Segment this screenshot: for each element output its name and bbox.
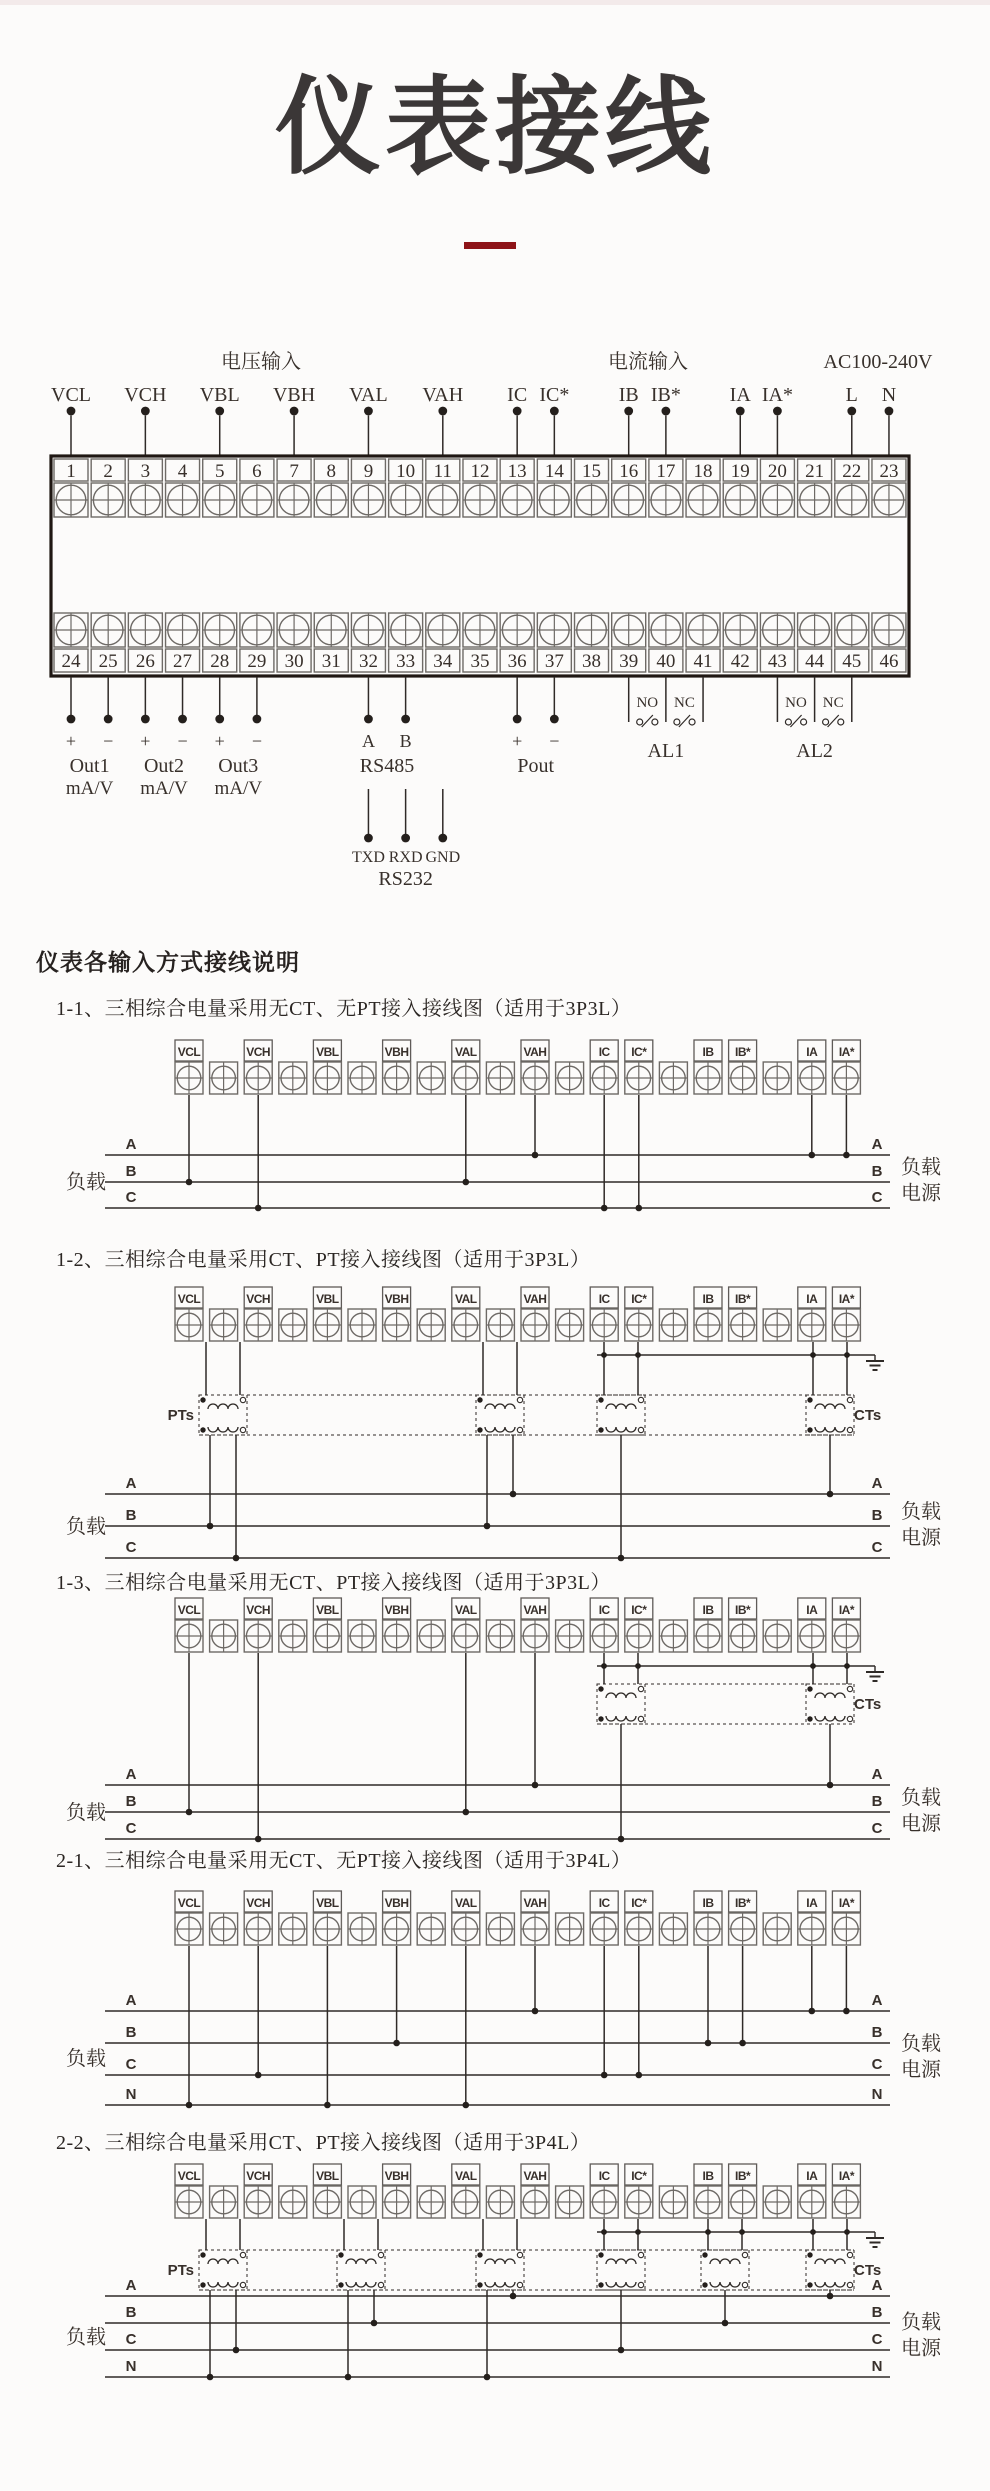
svg-text:负载: 负载 — [901, 2311, 941, 2334]
svg-text:IB: IB — [702, 2169, 714, 2183]
svg-text:VCL: VCL — [177, 2169, 201, 2183]
svg-text:VCL: VCL — [177, 1896, 201, 1910]
svg-text:A: A — [871, 2277, 883, 2294]
svg-text:VAL: VAL — [349, 384, 388, 406]
svg-text:42: 42 — [730, 651, 750, 672]
svg-text:6: 6 — [252, 461, 262, 482]
svg-text:A: A — [871, 1766, 883, 1783]
terminal-block-figure — [51, 350, 933, 890]
svg-text:VAL: VAL — [454, 1292, 477, 1306]
svg-text:5: 5 — [214, 461, 225, 482]
svg-text:B: B — [871, 1507, 883, 1524]
svg-text:负载: 负载 — [901, 1156, 941, 1179]
svg-text:−: − — [103, 731, 114, 751]
svg-text:IA: IA — [806, 1045, 818, 1059]
svg-text:B: B — [871, 1793, 883, 1810]
svg-text:VBH: VBH — [384, 1045, 409, 1059]
svg-text:电源: 电源 — [901, 1527, 941, 1549]
svg-text:VBH: VBH — [384, 1896, 409, 1910]
svg-text:−: − — [549, 731, 560, 751]
svg-text:25: 25 — [98, 651, 118, 672]
svg-text:+: + — [214, 731, 225, 751]
svg-text:35: 35 — [470, 651, 490, 672]
svg-text:23: 23 — [879, 461, 899, 482]
svg-text:B: B — [125, 2304, 137, 2321]
svg-text:VAH: VAH — [523, 2169, 547, 2183]
svg-text:VCH: VCH — [246, 1292, 271, 1306]
svg-text:AC100-240V: AC100-240V — [823, 351, 933, 373]
svg-text:IB*: IB* — [735, 2169, 751, 2183]
svg-text:VCL: VCL — [177, 1603, 201, 1617]
svg-text:IA*: IA* — [838, 2169, 854, 2183]
wiring-diagram-1-3 — [66, 1598, 942, 1842]
svg-text:IA*: IA* — [838, 1045, 854, 1059]
svg-text:A: A — [125, 1136, 137, 1153]
svg-text:+: + — [65, 731, 77, 751]
svg-text:Pout: Pout — [517, 755, 555, 777]
svg-text:IB: IB — [702, 1292, 714, 1306]
svg-text:NO: NO — [636, 695, 659, 711]
svg-text:A: A — [125, 2277, 137, 2294]
svg-text:12: 12 — [470, 461, 490, 482]
svg-text:PTs: PTs — [167, 2262, 194, 2279]
svg-text:38: 38 — [582, 651, 602, 672]
diagram-title-2-1: 2-1、三相综合电量采用无CT、无PT接入接线图（适用于3P4L） — [56, 1850, 632, 1872]
svg-text:VBL: VBL — [316, 1603, 339, 1617]
svg-text:C: C — [125, 1189, 137, 1206]
svg-text:IA: IA — [806, 2169, 818, 2183]
svg-text:RS485: RS485 — [359, 755, 415, 777]
svg-text:IB*: IB* — [735, 1896, 751, 1910]
svg-text:44: 44 — [805, 651, 825, 672]
svg-text:mA/V: mA/V — [65, 778, 114, 799]
svg-text:26: 26 — [135, 651, 155, 672]
svg-text:27: 27 — [173, 651, 193, 672]
svg-text:C: C — [125, 1820, 137, 1837]
svg-text:18: 18 — [693, 461, 713, 482]
svg-text:VBL: VBL — [316, 1045, 339, 1059]
svg-text:45: 45 — [842, 651, 862, 672]
svg-text:NC: NC — [822, 695, 844, 711]
svg-text:1: 1 — [66, 461, 76, 482]
svg-text:VBH: VBH — [272, 384, 316, 406]
svg-text:IA: IA — [806, 1896, 818, 1910]
svg-text:VAH: VAH — [523, 1292, 547, 1306]
svg-text:17: 17 — [656, 461, 676, 482]
svg-text:VCL: VCL — [177, 1045, 201, 1059]
diagram-title-2-2: 2-2、三相综合电量采用CT、PT接入接线图（适用于3P4L） — [56, 2132, 591, 2154]
svg-text:RXD: RXD — [388, 849, 423, 866]
svg-text:+: + — [512, 731, 523, 751]
svg-text:mA/V: mA/V — [140, 778, 188, 799]
svg-text:A: A — [361, 731, 375, 751]
svg-text:电流输入: 电流输入 — [608, 351, 688, 373]
wiring-diagram-1-2 — [66, 1287, 942, 1561]
svg-text:电源: 电源 — [901, 1182, 941, 1205]
svg-text:VAL: VAL — [454, 2169, 477, 2183]
svg-text:C: C — [125, 2056, 137, 2073]
svg-text:IC: IC — [598, 1603, 610, 1617]
svg-text:VBH: VBH — [384, 1292, 409, 1306]
svg-text:34: 34 — [433, 651, 453, 672]
svg-text:C: C — [125, 2331, 137, 2348]
svg-text:VCH: VCH — [246, 1603, 271, 1617]
svg-text:VCH: VCH — [246, 1896, 271, 1910]
svg-text:Out2: Out2 — [143, 755, 184, 777]
svg-text:39: 39 — [619, 651, 639, 672]
svg-text:B: B — [871, 2024, 883, 2041]
svg-text:B: B — [399, 731, 412, 751]
svg-text:C: C — [871, 2331, 883, 2348]
svg-text:GND: GND — [425, 849, 461, 866]
svg-text:负载: 负载 — [66, 1171, 106, 1194]
svg-text:VCH: VCH — [246, 2169, 271, 2183]
svg-text:VCH: VCH — [246, 1045, 271, 1059]
svg-text:电源: 电源 — [901, 2337, 941, 2360]
svg-text:24: 24 — [61, 651, 81, 672]
svg-text:PTs: PTs — [167, 1407, 194, 1424]
svg-text:11: 11 — [433, 461, 452, 482]
svg-text:N: N — [871, 2086, 883, 2103]
svg-text:4: 4 — [177, 461, 188, 482]
wiring-diagram-1-1 — [66, 1040, 942, 1211]
svg-text:C: C — [125, 1539, 137, 1556]
section-heading: 仪表各输入方式接线说明 — [36, 949, 300, 975]
svg-text:−: − — [177, 731, 188, 751]
svg-text:VCH: VCH — [124, 384, 167, 406]
svg-text:负载: 负载 — [66, 2048, 106, 2070]
svg-text:2: 2 — [103, 461, 113, 482]
wiring-diagram-2-1 — [66, 1891, 942, 2108]
svg-text:IC*: IC* — [631, 1896, 647, 1910]
svg-text:8: 8 — [326, 461, 337, 482]
page-title: 仪表接线 — [275, 69, 715, 187]
svg-text:+: + — [140, 731, 151, 751]
svg-text:N: N — [125, 2358, 137, 2375]
svg-text:IA*: IA* — [838, 1603, 854, 1617]
svg-text:31: 31 — [321, 651, 341, 672]
svg-text:VCL: VCL — [51, 384, 91, 406]
svg-text:A: A — [125, 1992, 137, 2009]
svg-text:IC*: IC* — [631, 2169, 647, 2183]
svg-text:C: C — [871, 1820, 883, 1837]
svg-text:VBL: VBL — [316, 1896, 339, 1910]
svg-text:14: 14 — [544, 461, 564, 482]
svg-text:IB*: IB* — [735, 1045, 751, 1059]
wiring-diagram-2-2 — [66, 2164, 942, 2380]
svg-text:VAH: VAH — [523, 1603, 547, 1617]
svg-text:41: 41 — [693, 651, 713, 672]
svg-text:33: 33 — [396, 651, 416, 672]
svg-text:负载: 负载 — [66, 1802, 106, 1824]
svg-text:负载: 负载 — [66, 1516, 106, 1538]
svg-text:15: 15 — [582, 461, 602, 482]
svg-text:VAH: VAH — [422, 384, 464, 406]
diagram-title-1-3: 1-3、三相综合电量采用无CT、PT接入接线图（适用于3P3L） — [56, 1572, 611, 1594]
svg-text:B: B — [125, 1793, 137, 1810]
svg-text:IB: IB — [702, 1045, 714, 1059]
svg-text:C: C — [871, 2056, 883, 2073]
svg-text:28: 28 — [210, 651, 230, 672]
svg-text:Out1: Out1 — [69, 755, 110, 777]
svg-text:NC: NC — [674, 695, 695, 711]
svg-text:VAH: VAH — [523, 1896, 547, 1910]
svg-text:B: B — [871, 1163, 883, 1180]
svg-text:22: 22 — [842, 461, 862, 482]
svg-text:A: A — [871, 1136, 883, 1153]
svg-text:IC: IC — [598, 1045, 610, 1059]
svg-text:N: N — [125, 2086, 137, 2103]
svg-text:20: 20 — [767, 461, 787, 482]
svg-text:IB*: IB* — [735, 1292, 751, 1306]
svg-text:AL2: AL2 — [796, 740, 833, 762]
svg-text:9: 9 — [363, 461, 374, 482]
svg-text:电源: 电源 — [901, 1813, 941, 1835]
svg-text:19: 19 — [730, 461, 750, 482]
svg-text:43: 43 — [767, 651, 787, 672]
svg-text:13: 13 — [507, 461, 527, 482]
svg-text:29: 29 — [247, 651, 267, 672]
svg-text:−: − — [251, 731, 262, 751]
svg-text:N: N — [871, 2358, 883, 2375]
svg-text:VBL: VBL — [199, 384, 240, 406]
svg-text:A: A — [125, 1766, 137, 1783]
svg-text:VAH: VAH — [523, 1045, 547, 1059]
svg-text:IC*: IC* — [631, 1045, 647, 1059]
svg-text:IA: IA — [806, 1292, 818, 1306]
svg-text:VBL: VBL — [316, 1292, 339, 1306]
svg-text:IC*: IC* — [631, 1292, 647, 1306]
svg-text:电压输入: 电压输入 — [221, 351, 301, 373]
svg-text:IC: IC — [598, 1292, 610, 1306]
svg-text:IC: IC — [598, 2169, 610, 2183]
diagram-title-1-1: 1-1、三相综合电量采用无CT、无PT接入接线图（适用于3P3L） — [56, 998, 632, 1020]
svg-text:B: B — [871, 2304, 883, 2321]
svg-text:IB: IB — [702, 1896, 714, 1910]
svg-text:VBL: VBL — [316, 2169, 339, 2183]
svg-text:IB: IB — [702, 1603, 714, 1617]
svg-text:IB*: IB* — [650, 384, 681, 406]
svg-text:RS232: RS232 — [378, 868, 433, 890]
svg-text:IC*: IC* — [631, 1603, 647, 1617]
svg-text:40: 40 — [656, 651, 676, 672]
svg-text:负载: 负载 — [901, 1501, 941, 1523]
svg-text:N: N — [881, 384, 897, 406]
svg-text:C: C — [871, 1539, 883, 1556]
svg-text:IC: IC — [507, 384, 528, 406]
svg-text:36: 36 — [507, 651, 527, 672]
svg-text:CTs: CTs — [854, 2262, 882, 2279]
svg-text:32: 32 — [358, 651, 378, 672]
svg-text:VBH: VBH — [384, 2169, 409, 2183]
svg-text:A: A — [871, 1475, 883, 1492]
svg-text:负载: 负载 — [901, 1787, 941, 1809]
svg-text:TXD: TXD — [351, 849, 385, 866]
svg-text:CTs: CTs — [854, 1696, 882, 1713]
svg-text:C: C — [871, 1189, 883, 1206]
svg-text:16: 16 — [619, 461, 639, 482]
svg-text:Out3: Out3 — [218, 755, 259, 777]
svg-text:IA*: IA* — [838, 1896, 854, 1910]
svg-text:IB: IB — [618, 384, 639, 406]
svg-text:VAL: VAL — [454, 1603, 477, 1617]
svg-text:NO: NO — [785, 695, 807, 711]
svg-text:电源: 电源 — [901, 2059, 941, 2081]
svg-text:7: 7 — [289, 461, 299, 482]
svg-text:A: A — [125, 1475, 137, 1492]
svg-text:VBH: VBH — [384, 1603, 409, 1617]
svg-text:B: B — [125, 2024, 137, 2041]
svg-text:30: 30 — [284, 651, 304, 672]
svg-text:VAL: VAL — [454, 1896, 477, 1910]
svg-text:IA*: IA* — [838, 1292, 854, 1306]
svg-text:B: B — [125, 1507, 137, 1524]
svg-text:IC: IC — [598, 1896, 610, 1910]
svg-text:A: A — [871, 1992, 883, 2009]
svg-text:mA/V: mA/V — [214, 778, 263, 799]
svg-text:VAL: VAL — [454, 1045, 477, 1059]
svg-text:IA*: IA* — [761, 384, 793, 406]
svg-text:10: 10 — [396, 461, 416, 482]
svg-text:负载: 负载 — [66, 2326, 106, 2349]
svg-text:负载: 负载 — [901, 2033, 941, 2055]
svg-text:IB*: IB* — [735, 1603, 751, 1617]
svg-text:IA: IA — [806, 1603, 818, 1617]
svg-text:46: 46 — [879, 651, 899, 672]
svg-text:21: 21 — [805, 461, 825, 482]
svg-text:3: 3 — [140, 461, 151, 482]
svg-text:VCL: VCL — [177, 1292, 201, 1306]
svg-text:IC*: IC* — [539, 384, 570, 406]
svg-text:CTs: CTs — [854, 1407, 882, 1424]
svg-text:37: 37 — [544, 651, 564, 672]
diagram-title-1-2: 1-2、三相综合电量采用CT、PT接入接线图（适用于3P3L） — [56, 1249, 591, 1271]
svg-text:IA: IA — [729, 384, 751, 406]
svg-text:AL1: AL1 — [647, 740, 685, 762]
svg-text:B: B — [125, 1163, 137, 1180]
svg-text:L: L — [845, 384, 858, 406]
